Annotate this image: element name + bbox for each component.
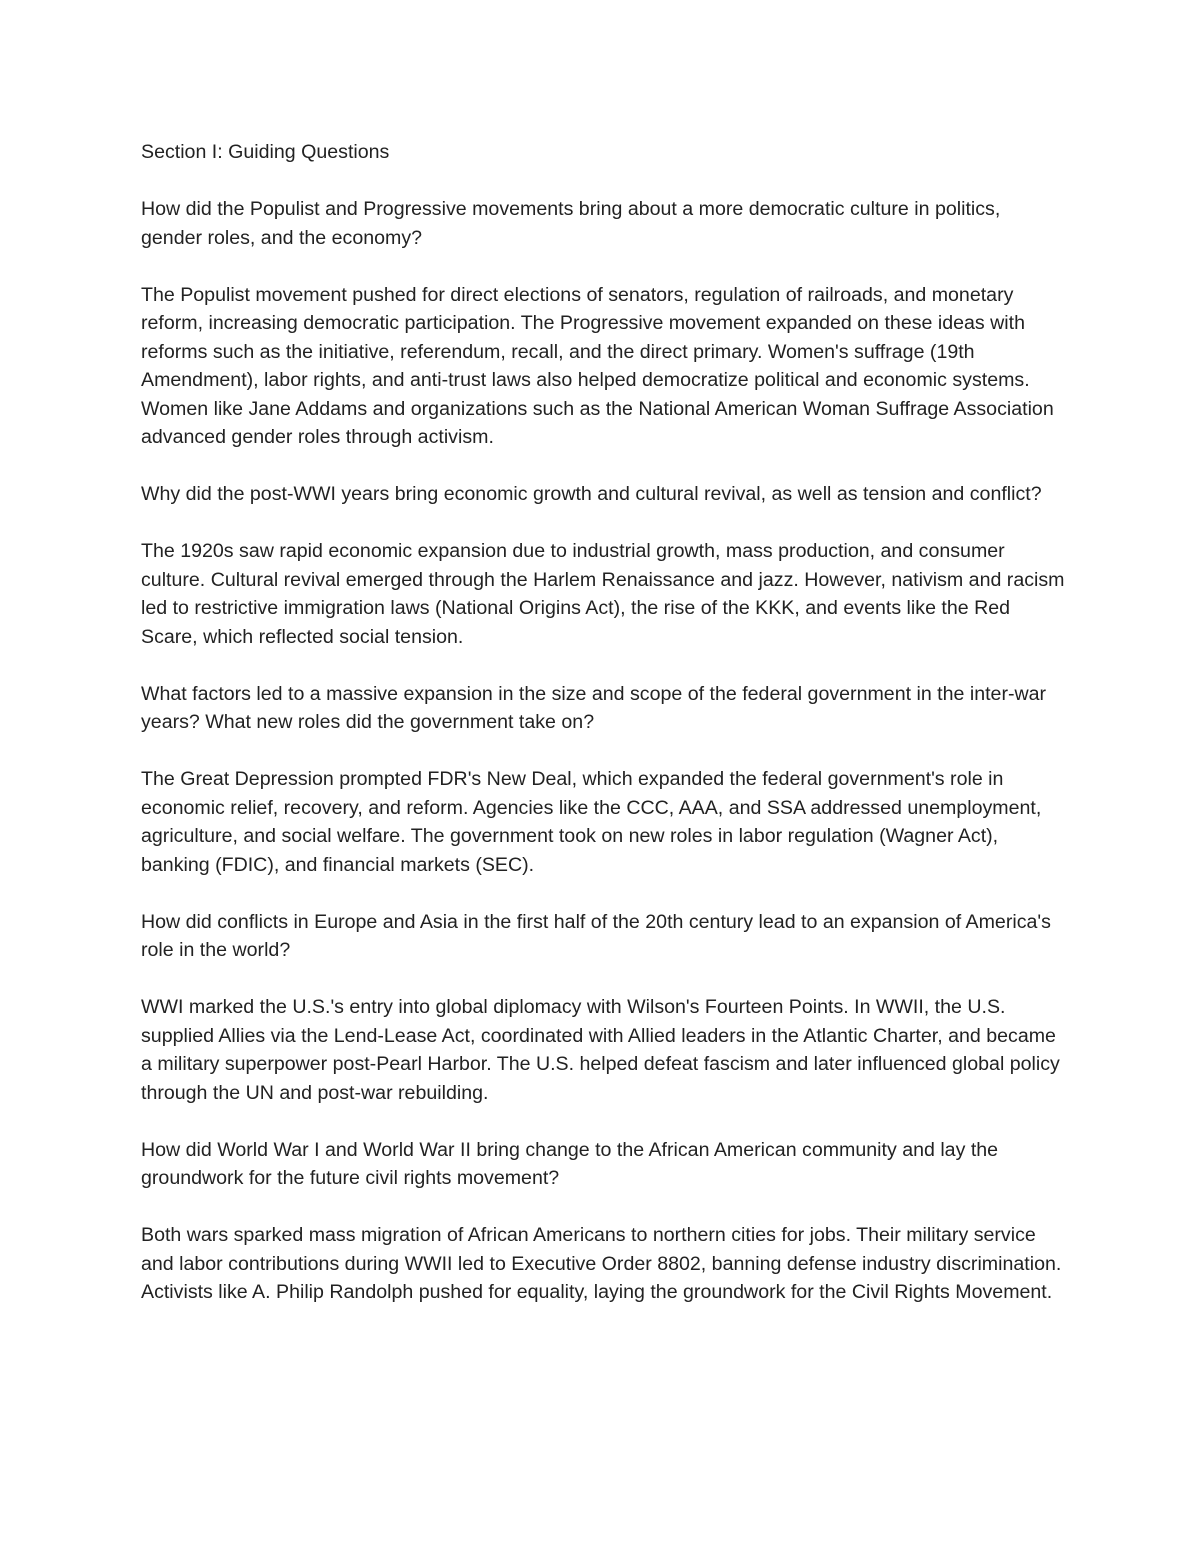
guiding-question-4: How did conflicts in Europe and Asia in the first half of the 20th century lead to an expansion of America's role in the world?: [141, 910, 1051, 961]
answer-3: The Great Depression prompted FDR's New Deal, which expanded the federal government's role in economic relief, recovery, and reform. Agencies like the CCC, AAA, and SSA addressed unemployment, agriculture, and social welfare. The government took on new roles in labor regulation (Wagner Act), banking (FDIC), and financial markets (SEC).: [141, 768, 1042, 876]
answer-5: Both wars sparked mass migration of African Americans to northern cities for jobs. Their military service and labor contributions during WWII led to Executive Order 8802, banning defense industry discrimination. Activists like A. Philip Randolph pushed for equality, laying the groundwork for the Civil Rights Movement.: [141, 1224, 1062, 1303]
document-body: [141, 138, 1066, 1307]
guiding-question-5: How did World War I and World War II bring change to the African American community and lay the groundwork for the future civil rights movement?: [141, 1138, 999, 1189]
section-title: Section I: Guiding Questions: [141, 141, 390, 163]
answer-2: The 1920s saw rapid economic expansion due to industrial growth, mass production, and consumer culture. Cultural revival emerged through the Harlem Renaissance and jazz. However, nativism and racism led to restrictive immigration laws (National Origins Act), the rise of the KKK, and events like the Red Scare, which reflected social tension.: [141, 540, 1065, 648]
guiding-question-1: How did the Populist and Progressive movements bring about a more democratic culture in politics, gender roles, and the economy?: [141, 198, 1001, 249]
guiding-question-2: Why did the post-WWI years bring economic growth and cultural revival, as well as tension and conflict?: [141, 483, 1042, 505]
guiding-question-3: What factors led to a massive expansion in the size and scope of the federal government in the inter-war years? What new roles did the government take on?: [141, 682, 1047, 733]
answer-1: The Populist movement pushed for direct elections of senators, regulation of railroads, and monetary reform, increasing democratic participation. The Progressive movement expanded on these ideas with reforms such as the initiative, referendum, recall, and the direct primary. Women's suffrage (19th Amendment), labor rights, and anti-trust laws also helped democratize political and economic systems. Women like Jane Addams and organizations such as the National American Woman Suffrage Association advanced gender roles through activism.: [141, 283, 1054, 448]
answer-4: WWI marked the U.S.'s entry into global diplomacy with Wilson's Fourteen Points. In WWII, the U.S. supplied Allies via the Lend-Lease Act, coordinated with Allied leaders in the Atlantic Charter, and became a military superpower post-Pearl Harbor. The U.S. helped defeat fascism and later influenced global policy through the UN and post-war rebuilding.: [141, 996, 1060, 1104]
